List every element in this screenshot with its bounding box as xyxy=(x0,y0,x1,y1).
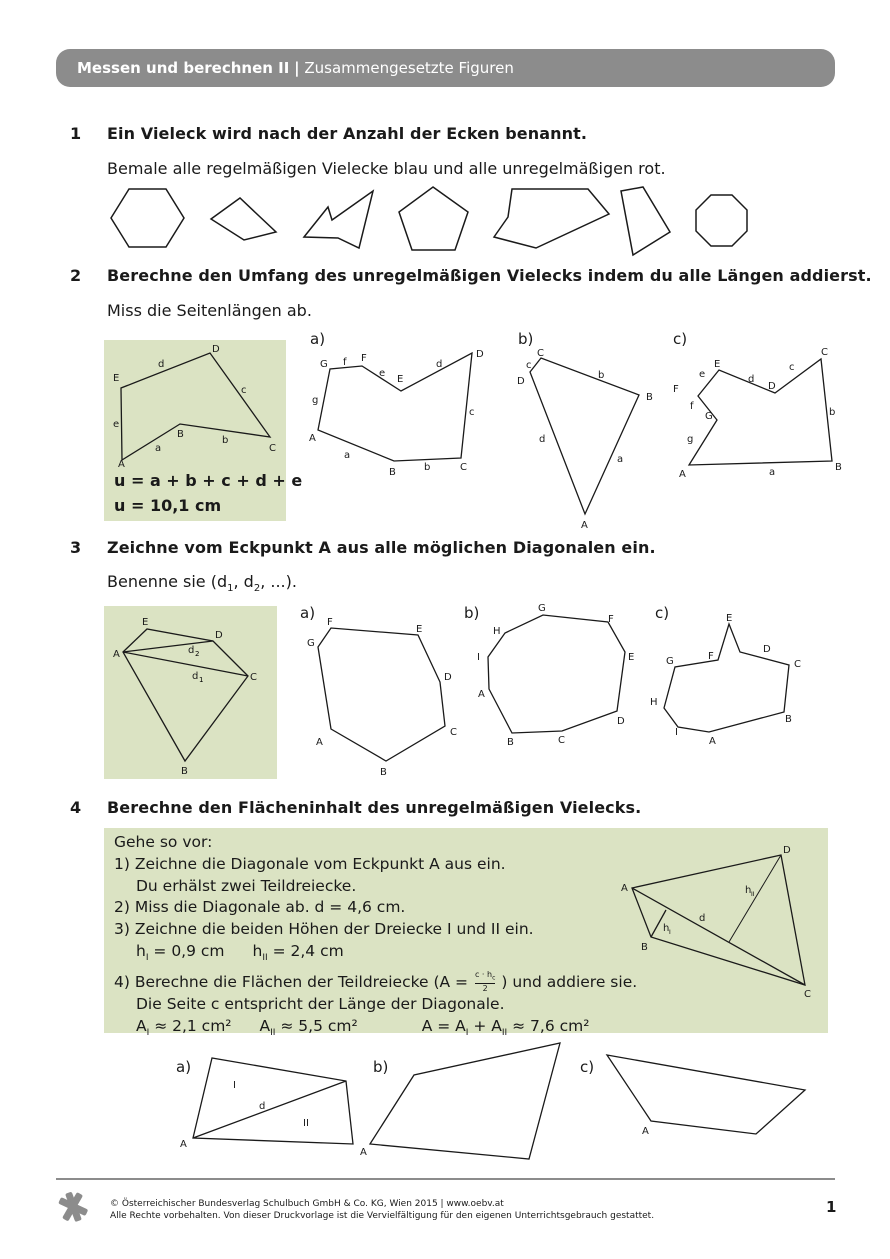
task4-sub-b: b) xyxy=(373,1058,389,1076)
label-f: f xyxy=(343,357,347,368)
task4-step1: 1) Zeichne die Diagonale vom Eckpunkt A aus ein. xyxy=(114,854,506,873)
label-I: I xyxy=(233,1080,236,1091)
label-E: E xyxy=(628,652,635,663)
label-b: b xyxy=(222,435,229,446)
label-b: b xyxy=(829,407,836,418)
task2-sub-a: a) xyxy=(310,330,326,348)
label-B: B xyxy=(641,942,648,953)
task4-polygon-a xyxy=(193,1058,353,1144)
task4-example-polygon xyxy=(632,855,805,985)
task3-sub-c: c) xyxy=(655,604,670,622)
label-A: A xyxy=(118,459,125,470)
label-g: g xyxy=(312,395,319,406)
publisher-logo-icon xyxy=(56,1190,90,1224)
label-c: c xyxy=(469,407,475,418)
label-B: B xyxy=(785,714,792,725)
label-d: d xyxy=(188,645,195,656)
label-D: D xyxy=(768,381,776,392)
task3-sub-b: b) xyxy=(464,604,480,622)
label-A: A xyxy=(478,689,485,700)
label-C: C xyxy=(269,443,276,454)
task2-example-formula: u = a + b + c + d + e xyxy=(114,471,303,490)
label-E: E xyxy=(416,624,423,635)
task1-instruction: Bemale alle regelmäßigen Vielecke blau und alle unregelmäßigen rot. xyxy=(107,159,666,178)
task4-step3: 3) Zeichne die beiden Höhen der Dreiecke I und II ein. xyxy=(114,920,534,939)
label-B: B xyxy=(835,462,842,473)
label-F: F xyxy=(361,353,367,364)
task1-title: Ein Vieleck wird nach der Anzahl der Ecken benannt. xyxy=(107,124,588,143)
label-c: c xyxy=(526,360,532,371)
label-g: g xyxy=(687,434,694,445)
task4-step4: 4) Berechne die Flächen der Teildreiecke (A = $\frac{c \cdot h_c}{2}$ ) und addiere sie. xyxy=(114,969,638,994)
label-sub: 1 xyxy=(199,676,204,684)
label-D: D xyxy=(783,845,791,856)
label-B: B xyxy=(389,467,396,478)
area-fraction: $\frac{c \cdot h_c}{2}$ xyxy=(474,969,496,994)
label-E: E xyxy=(142,617,149,628)
label-D: D xyxy=(763,644,771,655)
task2-number: 2 xyxy=(70,266,82,285)
label-F: F xyxy=(708,651,714,662)
task2-title: Berechne den Umfang des unregelmäßigen Vielecks indem du alle Längen addierst. xyxy=(107,266,872,285)
task4-title: Berechne den Flächeninhalt des unregelmäßigen Vielecks. xyxy=(107,798,642,817)
label-d: d xyxy=(699,913,706,924)
task4-polygon-b xyxy=(370,1043,560,1159)
label-C: C xyxy=(250,672,257,683)
label-e: e xyxy=(699,369,706,380)
label-c: c xyxy=(789,362,795,373)
label-C: C xyxy=(804,989,811,1000)
task1-number: 1 xyxy=(70,124,82,143)
page-number: 1 xyxy=(826,1198,837,1216)
label-sub: I xyxy=(669,929,671,936)
label-II: II xyxy=(303,1118,309,1129)
task3-title: Zeichne vom Eckpunkt A aus alle möglichen Diagonalen ein. xyxy=(107,538,656,557)
label-C: C xyxy=(460,462,467,473)
label-D: D xyxy=(517,376,525,387)
label-I: I xyxy=(477,652,480,663)
task4-sub-c: c) xyxy=(580,1058,595,1076)
label-D: D xyxy=(444,672,452,683)
header-separator: | xyxy=(294,59,300,77)
label-G: G xyxy=(705,411,713,422)
label-C: C xyxy=(794,659,801,670)
label-C: C xyxy=(558,735,565,746)
footer-text xyxy=(110,1198,654,1222)
label-H: H xyxy=(650,697,658,708)
label-A: A xyxy=(316,737,323,748)
task4-polygon-c xyxy=(607,1055,805,1134)
label-e: e xyxy=(113,419,120,430)
label-C: C xyxy=(537,348,544,359)
label-A: A xyxy=(360,1147,367,1158)
task2-sub-b: b) xyxy=(518,330,534,348)
label-A: A xyxy=(679,469,686,480)
task4-number: 4 xyxy=(70,798,82,817)
footer-rights: Alle Rechte vorbehalten. Von dieser Druckvorlage ist die Vervielfältigung für den eigenen Unterrichtsgebrauch gestattet. xyxy=(110,1211,655,1221)
label-A: A xyxy=(642,1126,649,1137)
header-title-rest: Zusammengesetzte Figuren xyxy=(304,59,514,77)
label-e: e xyxy=(379,368,386,379)
label-A: A xyxy=(309,433,316,444)
label-G: G xyxy=(307,638,315,649)
label-sub: II xyxy=(751,891,755,898)
label-sub: 2 xyxy=(195,650,200,658)
label-A: A xyxy=(709,736,716,747)
label-G: G xyxy=(538,603,546,614)
label-d: d xyxy=(436,359,443,370)
label-d: d xyxy=(192,671,199,682)
label-C: C xyxy=(821,347,828,358)
label-b: b xyxy=(598,370,605,381)
label-D: D xyxy=(215,630,223,641)
label-h: h xyxy=(663,923,670,934)
label-d: d xyxy=(539,434,546,445)
label-B: B xyxy=(380,767,387,778)
label-E: E xyxy=(726,613,733,624)
label-E: E xyxy=(714,359,721,370)
task2-example-result: u = 10,1 cm xyxy=(114,496,222,515)
task4-step4b: Die Seite c entspricht der Länge der Diagonale. xyxy=(136,995,505,1014)
task4-areas: $A_I \approx 2,1$ cm² $A_{II} \approx 5,5$ cm² $A = A_I + A_{II} \approx 7,6$ cm² xyxy=(136,1017,590,1039)
label-B: B xyxy=(646,392,653,403)
label-D: D xyxy=(212,344,220,355)
label-d: d xyxy=(158,359,165,370)
label-B: B xyxy=(181,766,188,777)
label-H: H xyxy=(493,626,501,637)
header-title-bold: Messen und berechnen II xyxy=(77,59,290,77)
label-d: d xyxy=(748,374,755,385)
footer-copyright: © Österreichischer Bundesverlag Schulbuch GmbH & Co. KG, Wien 2015 | www.oebv.at xyxy=(110,1199,504,1209)
task4-step2: 2) Miss die Diagonale ab. d = 4,6 cm. xyxy=(114,898,406,917)
label-c: c xyxy=(241,385,247,396)
task3-instruction: Benenne sie ($d_1$, $d_2$, ...). xyxy=(107,572,297,595)
task4-step1b: Du erhälst zwei Teildreiecke. xyxy=(136,876,357,895)
label-a: a xyxy=(769,467,776,478)
label-f: f xyxy=(690,401,694,412)
label-G: G xyxy=(320,359,328,370)
task3-sub-a: a) xyxy=(300,604,316,622)
task4-sub-a: a) xyxy=(176,1058,192,1076)
label-h: h xyxy=(745,885,752,896)
label-C: C xyxy=(450,727,457,738)
task4-intro: Gehe so vor: xyxy=(114,833,213,851)
label-b: b xyxy=(424,462,431,473)
label-F: F xyxy=(608,614,614,625)
label-F: F xyxy=(673,384,679,395)
task2-instruction: Miss die Seitenlängen ab. xyxy=(107,301,312,320)
label-a: a xyxy=(155,443,162,454)
label-G: G xyxy=(666,656,674,667)
task2-sub-c: c) xyxy=(673,330,688,348)
label-B: B xyxy=(507,737,514,748)
footer-divider xyxy=(56,1178,835,1180)
label-A: A xyxy=(180,1139,187,1150)
task3-number: 3 xyxy=(70,538,82,557)
task4-heights: $h_I = 0,9$ cm $h_{II} = 2,4$ cm xyxy=(136,941,344,964)
label-B: B xyxy=(177,429,184,440)
label-D: D xyxy=(617,716,625,727)
label-E: E xyxy=(397,374,404,385)
label-A: A xyxy=(621,883,628,894)
label-A: A xyxy=(581,520,588,531)
label-D: D xyxy=(476,349,484,360)
label-a: a xyxy=(617,454,624,465)
label-E: E xyxy=(113,373,120,384)
label-I: I xyxy=(675,727,678,738)
label-d: d xyxy=(259,1101,266,1112)
label-A: A xyxy=(113,649,120,660)
label-a: a xyxy=(344,450,351,461)
label-F: F xyxy=(327,617,333,628)
